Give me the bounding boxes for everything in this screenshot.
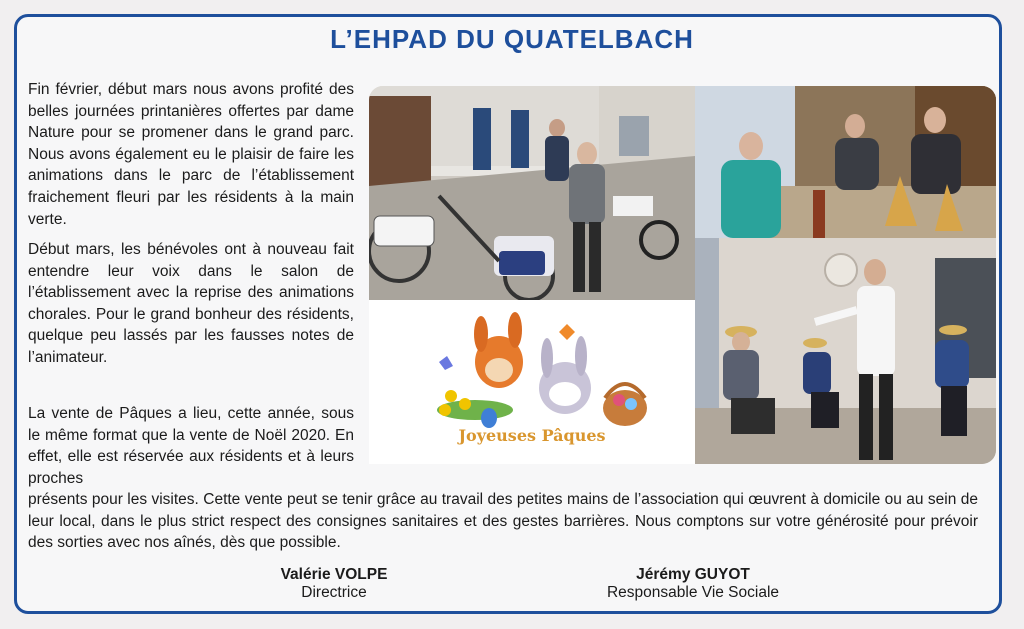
easter-greeting: Joyeuses Pâques [458, 426, 606, 445]
photo-residents-crafting [695, 86, 996, 238]
article-title: L’EHPAD DU QUATELBACH [330, 24, 694, 54]
paragraph-easter-sale: La vente de Pâques a lieu, cette année, sous le même format que la vente de Noël 2020. En effet, elle est réservée aux résidents et à leurs proches [28, 405, 354, 487]
paragraph-choral: Début mars, les bénévoles ont à nouveau fait entendre leur voix dans le salon de l’établissement avec la reprise des animations chorales. Pour le grand bonheur des résidents, quelque peu lassés par les fausses notes de l’animateur. [28, 241, 354, 366]
photo-courtyard-bicycles [369, 86, 695, 300]
signature-role: Responsable Vie Sociale [606, 584, 780, 601]
signature-role: Directrice [301, 584, 367, 601]
photo-exercise-session [695, 238, 996, 464]
signature-director [214, 566, 454, 602]
paragraph-easter-sale-continued: présents pour les visites. Cette vente peut se tenir grâce au travail des petites mains de l’association qui œuvrent à domicile ou au sein de leur local, dans le plus strict respect des consignes sanitaires et des gestes barrières. Nous comptons sur votre générosité pour prévoir des sorties avec nos aînés, dès que possible. [28, 491, 978, 552]
signature-name: Jérémy GUYOT [636, 566, 750, 583]
paragraph-park-walks: Fin février, début mars nous avons profité des belles journées printanières offertes par dame Nature pour se promener dans le grand parc. Nous avons également eu le plaisir de faire les animations dans le parc de l’établissement fraichement fleuri par les résidents à la main verte. [28, 81, 354, 228]
signature-social-life-manager [573, 566, 813, 602]
easter-card [369, 300, 695, 464]
signature-name: Valérie VOLPE [280, 566, 388, 583]
